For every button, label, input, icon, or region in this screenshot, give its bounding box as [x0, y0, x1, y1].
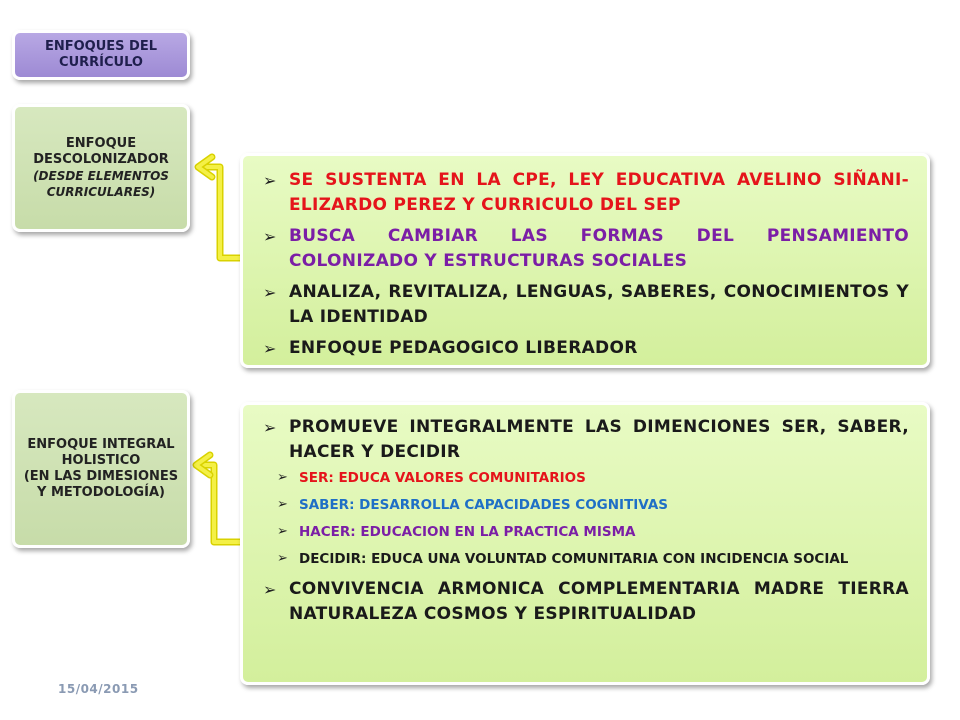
- sub-bullet-list: [263, 469, 909, 568]
- bullet-arrow-icon: ➢: [263, 171, 277, 190]
- bullet-text: BUSCA CAMBIAR LAS FORMAS DEL PENSAMIENTO COLONIZADO Y ESTRUCTURAS SOCIALES: [289, 226, 909, 271]
- title-box: [12, 30, 190, 80]
- bullet-item: [263, 280, 909, 330]
- bullet-text: PROMUEVE INTEGRALMENTE LAS DIMENCIONES SER, SABER, HACER Y DECIDIR: [289, 417, 909, 462]
- bullet-arrow-icon: ➢: [263, 227, 277, 246]
- label-box-descolonizador: [12, 104, 190, 232]
- content-box-integral: [240, 402, 930, 685]
- bullet-text: ENFOQUE PEDAGOGICO LIBERADOR: [289, 338, 638, 358]
- bullet-item: [263, 224, 909, 274]
- sub-bullet-item: [263, 469, 909, 487]
- sub-bullet-text: SABER: DESARROLLA CAPACIDADES COGNITIVAS: [299, 497, 669, 513]
- bullet-arrow-icon: ➢: [263, 339, 277, 358]
- bullet-arrow-icon: ➢: [263, 580, 277, 599]
- connector-arrow-2: [196, 455, 244, 542]
- label-box-integral: [12, 390, 190, 548]
- content-box-descolonizador: [240, 153, 930, 368]
- bullet-text: CONVIVENCIA ARMONICA COMPLEMENTARIA MADRE TIERRA NATURALEZA COSMOS Y ESPIRITUALIDAD: [289, 579, 909, 624]
- label-sub-integral: (EN LAS DIMESIONES Y METODOLOGÍA): [23, 469, 179, 500]
- label-sub-descolonizador: (DESDE ELEMENTOS CURRICULARES): [33, 169, 169, 199]
- footer-date: 15/04/2015: [58, 682, 139, 696]
- sub-bullet-text: SER: EDUCA VALORES COMUNITARIOS: [299, 470, 586, 486]
- bullet-arrow-icon: ➢: [277, 551, 288, 566]
- bullet-text: ANALIZA, REVITALIZA, LENGUAS, SABERES, CONOCIMIENTOS Y LA IDENTIDAD: [289, 282, 909, 327]
- bullet-arrow-icon: ➢: [263, 283, 277, 302]
- bullet-arrow-icon: ➢: [277, 524, 288, 539]
- bullet-item: [263, 415, 909, 465]
- bullet-item: [263, 168, 909, 218]
- bullet-arrow-icon: ➢: [277, 470, 288, 485]
- bullet-list-integral: [263, 415, 909, 465]
- bullet-list-descolonizador: [263, 168, 909, 361]
- title-text: ENFOQUES DEL CURRÍCULO: [44, 39, 158, 70]
- closing-list: [263, 577, 909, 627]
- bullet-arrow-icon: ➢: [263, 418, 277, 437]
- bullet-arrow-icon: ➢: [277, 497, 288, 512]
- sub-bullet-item: [263, 523, 909, 541]
- sub-bullet-text: HACER: EDUCACION EN LA PRACTICA MISMA: [299, 524, 636, 540]
- sub-bullet-item: [263, 550, 909, 568]
- bullet-item: [263, 336, 909, 361]
- bullet-item: [263, 577, 909, 627]
- label-main-integral: ENFOQUE INTEGRAL HOLISTICO: [27, 437, 175, 468]
- label-main-descolonizador: ENFOQUE DESCOLONIZADOR: [33, 136, 169, 167]
- sub-bullet-item: [263, 496, 909, 514]
- sub-bullet-text: DECIDIR: EDUCA UNA VOLUNTAD COMUNITARIA CON INCIDENCIA SOCIAL: [299, 551, 849, 567]
- bullet-text: SE SUSTENTA EN LA CPE, LEY EDUCATIVA AVELINO SIÑANI-ELIZARDO PEREZ Y CURRICULO DEL SEP: [289, 170, 909, 215]
